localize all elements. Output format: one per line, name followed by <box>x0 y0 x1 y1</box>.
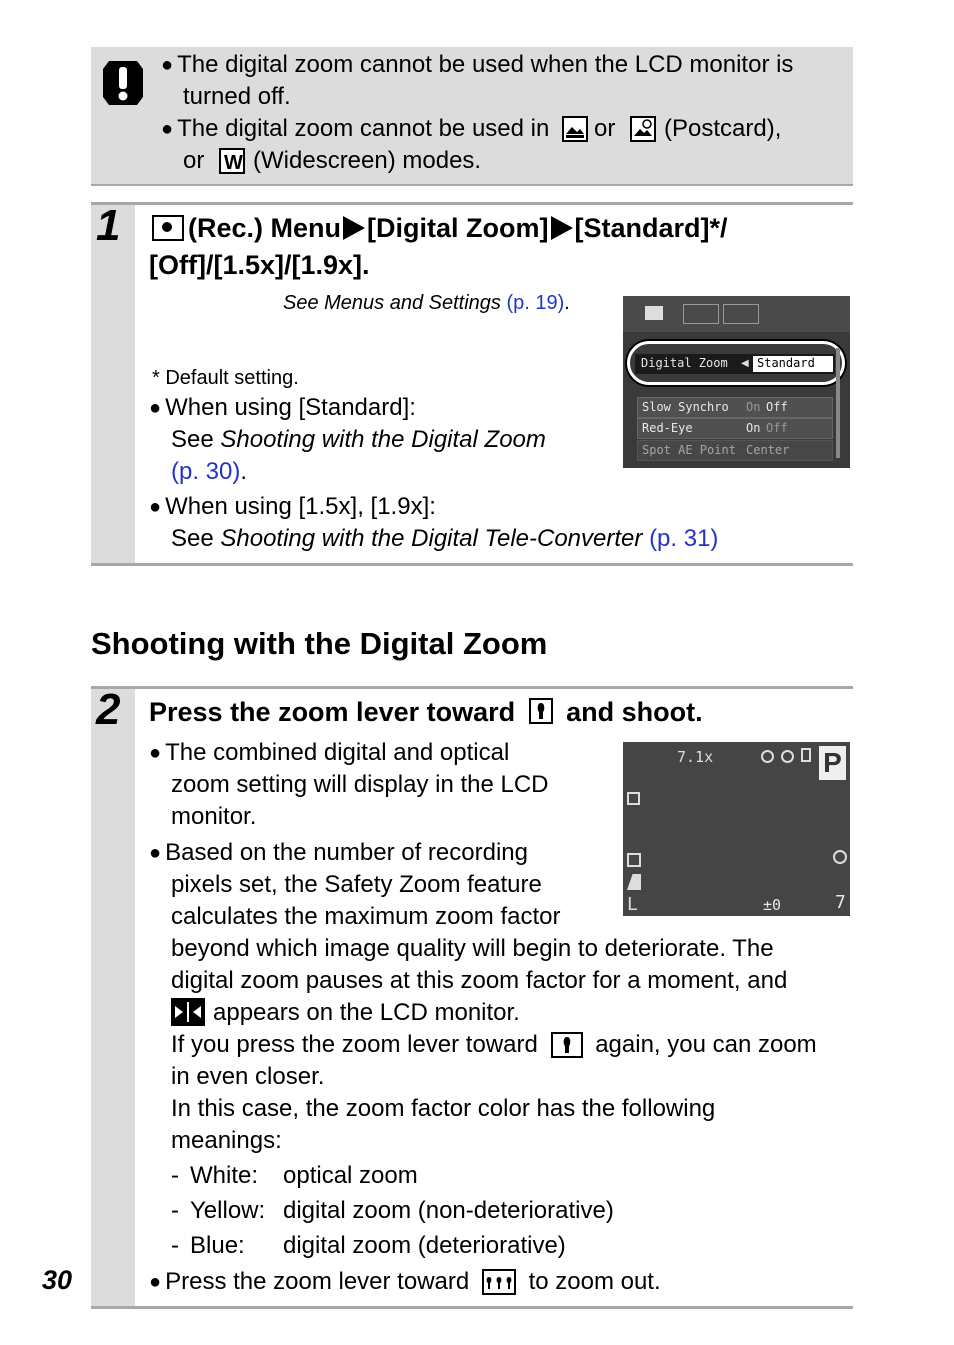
arrow-right-icon <box>343 216 365 240</box>
caution-line-3: ● The digital zoom cannot be used in or (Postcard), <box>161 115 782 142</box>
program-mode-badge: P <box>819 746 846 780</box>
setup-tab-icon <box>683 304 719 324</box>
bullet-icon: ● <box>149 742 162 764</box>
caution-line-2: turned off. <box>183 83 291 110</box>
self-timer-icon <box>801 748 811 762</box>
compression-icon <box>627 874 641 890</box>
step2-p1-line3: monitor. <box>171 803 257 830</box>
section-title: Shooting with the Digital Zoom <box>91 626 548 661</box>
color-item-yellow: - Yellow: digital zoom (non-deteriorative) <box>171 1197 614 1224</box>
step1-heading: (Rec.) Menu [Digital Zoom] [Standard]*/ <box>152 212 728 244</box>
menu-scrollbar <box>836 348 840 458</box>
slow-synchro-label: Slow Synchro <box>642 400 729 414</box>
step2-top-rule <box>91 686 853 689</box>
postcard-date-icon <box>630 116 656 142</box>
bullet-icon: ● <box>161 118 174 140</box>
step1-bullet-2: ● When using [1.5x], [1.9x]: <box>149 493 436 520</box>
step2-p2-line2: pixels set, the Safety Zoom feature <box>171 871 542 898</box>
page-link-19[interactable]: (p. 19) <box>506 292 565 314</box>
safety-zoom-icon <box>171 998 205 1026</box>
step2-bullet-2: ● Based on the number of recording <box>149 839 528 866</box>
default-setting-note: * Default setting. <box>152 367 299 389</box>
bullet-icon: ● <box>149 397 162 419</box>
step2-p2-line10: meanings: <box>171 1127 282 1154</box>
step2-p1-line2: zoom setting will display in the LCD <box>171 771 549 798</box>
step1-bullet-1-see: See Shooting with the Digital Zoom <box>171 426 546 453</box>
image-stabilizer-icon <box>833 850 847 864</box>
arrow-right-icon <box>551 216 573 240</box>
bullet-icon: ● <box>161 54 174 76</box>
page-link-31[interactable]: (p. 31) <box>649 525 719 552</box>
bullet-icon: ● <box>149 1271 162 1293</box>
step1-number: 1 <box>96 201 121 250</box>
caution-line-1: ● The digital zoom cannot be used when the LCD monitor is <box>161 51 794 78</box>
caution-box <box>91 47 853 186</box>
telephoto-icon <box>529 698 553 724</box>
page-number: 30 <box>42 1265 73 1295</box>
digital-zoom-label: Digital Zoom <box>641 356 728 370</box>
highlight-circle <box>627 341 845 385</box>
standard-value: Standard <box>757 356 815 370</box>
step2-bullet-1: ● The combined digital and optical <box>149 739 510 766</box>
slow-synchro-on: On <box>746 400 761 414</box>
red-eye-label: Red-Eye <box>642 421 693 435</box>
step2-number: 2 <box>96 685 121 734</box>
page-link-30[interactable]: (p. 30) <box>171 458 241 485</box>
step2-p2-line3: calculates the maximum zoom factor <box>171 903 561 930</box>
lcd-menu-tabs <box>623 296 850 332</box>
metering-icon <box>627 853 641 867</box>
widescreen-mode-icon: W <box>219 148 245 174</box>
telephoto-icon <box>551 1032 583 1058</box>
lcd-menu-screen <box>623 296 850 468</box>
step2-p2-line6: appears on the LCD monitor. <box>171 997 520 1029</box>
color-item-white: - White: optical zoom <box>171 1162 418 1189</box>
lcd-shooting-screen <box>623 742 850 916</box>
red-eye-off: Off <box>766 421 788 435</box>
caution-line-4: or W (Widescreen) modes. <box>183 147 482 174</box>
bullet-icon: ● <box>149 496 162 518</box>
exclamation-icon <box>101 59 145 107</box>
step1-bullet-1-link-line: (p. 30). <box>171 458 248 485</box>
red-eye-on: On <box>746 421 761 435</box>
macro-icon <box>781 750 794 763</box>
menu-row-red-eye <box>637 418 833 439</box>
spot-ae-label: Spot AE Point <box>642 443 736 457</box>
camera-icon <box>152 215 184 241</box>
my-camera-tab-icon <box>723 304 759 324</box>
step1-top-rule <box>91 202 853 205</box>
af-frame-icon <box>627 792 640 805</box>
chevron-left-icon: ◀ <box>741 358 749 369</box>
see-menus-note: See Menus and Settings (p. 19). <box>283 292 570 314</box>
step2-bullet-3: ● Press the zoom lever toward to zoom out. <box>149 1268 661 1295</box>
flash-icon <box>761 750 774 763</box>
resolution-icon: L <box>627 894 638 915</box>
shots-remaining: 7 <box>835 892 846 913</box>
step2-number-column <box>91 685 135 1306</box>
wide-angle-icon <box>482 1269 516 1295</box>
step2-bottom-rule <box>91 1306 853 1309</box>
menu-row-slow-synchro <box>637 397 833 418</box>
step1-bullet-1: ● When using [Standard]: <box>149 394 416 421</box>
slow-synchro-off: Off <box>766 400 788 414</box>
step2-p2-line8: in even closer. <box>171 1063 325 1090</box>
spot-ae-value: Center <box>746 443 790 457</box>
color-item-blue: - Blue: digital zoom (deteriorative) <box>171 1232 566 1259</box>
step2-p2-line7: If you press the zoom lever toward again, you can zoom <box>171 1031 817 1058</box>
step2-heading: Press the zoom lever toward and shoot. <box>149 697 703 727</box>
step1-number-column <box>91 201 135 563</box>
step1-bullet-2-see: See Shooting with the Digital Tele-Converter (p. 31) <box>171 525 719 552</box>
step2-p2-line4: beyond which image quality will begin to deteriorate. The <box>171 935 774 962</box>
camera-tab-icon <box>645 306 663 320</box>
step2-p2-line9: In this case, the zoom factor color has the following <box>171 1095 716 1122</box>
step1-heading-line2: [Off]/[1.5x]/[1.9x]. <box>149 250 370 280</box>
step1-bottom-rule <box>91 563 853 566</box>
bullet-icon: ● <box>149 842 162 864</box>
step2-p2-line5: digital zoom pauses at this zoom factor for a moment, and <box>171 967 788 994</box>
zoom-factor-readout: 7.1x <box>677 748 714 766</box>
exposure-compensation: ±0 <box>763 896 782 914</box>
menu-row-spot-ae <box>637 440 833 461</box>
postcard-mode-icon <box>562 116 588 142</box>
